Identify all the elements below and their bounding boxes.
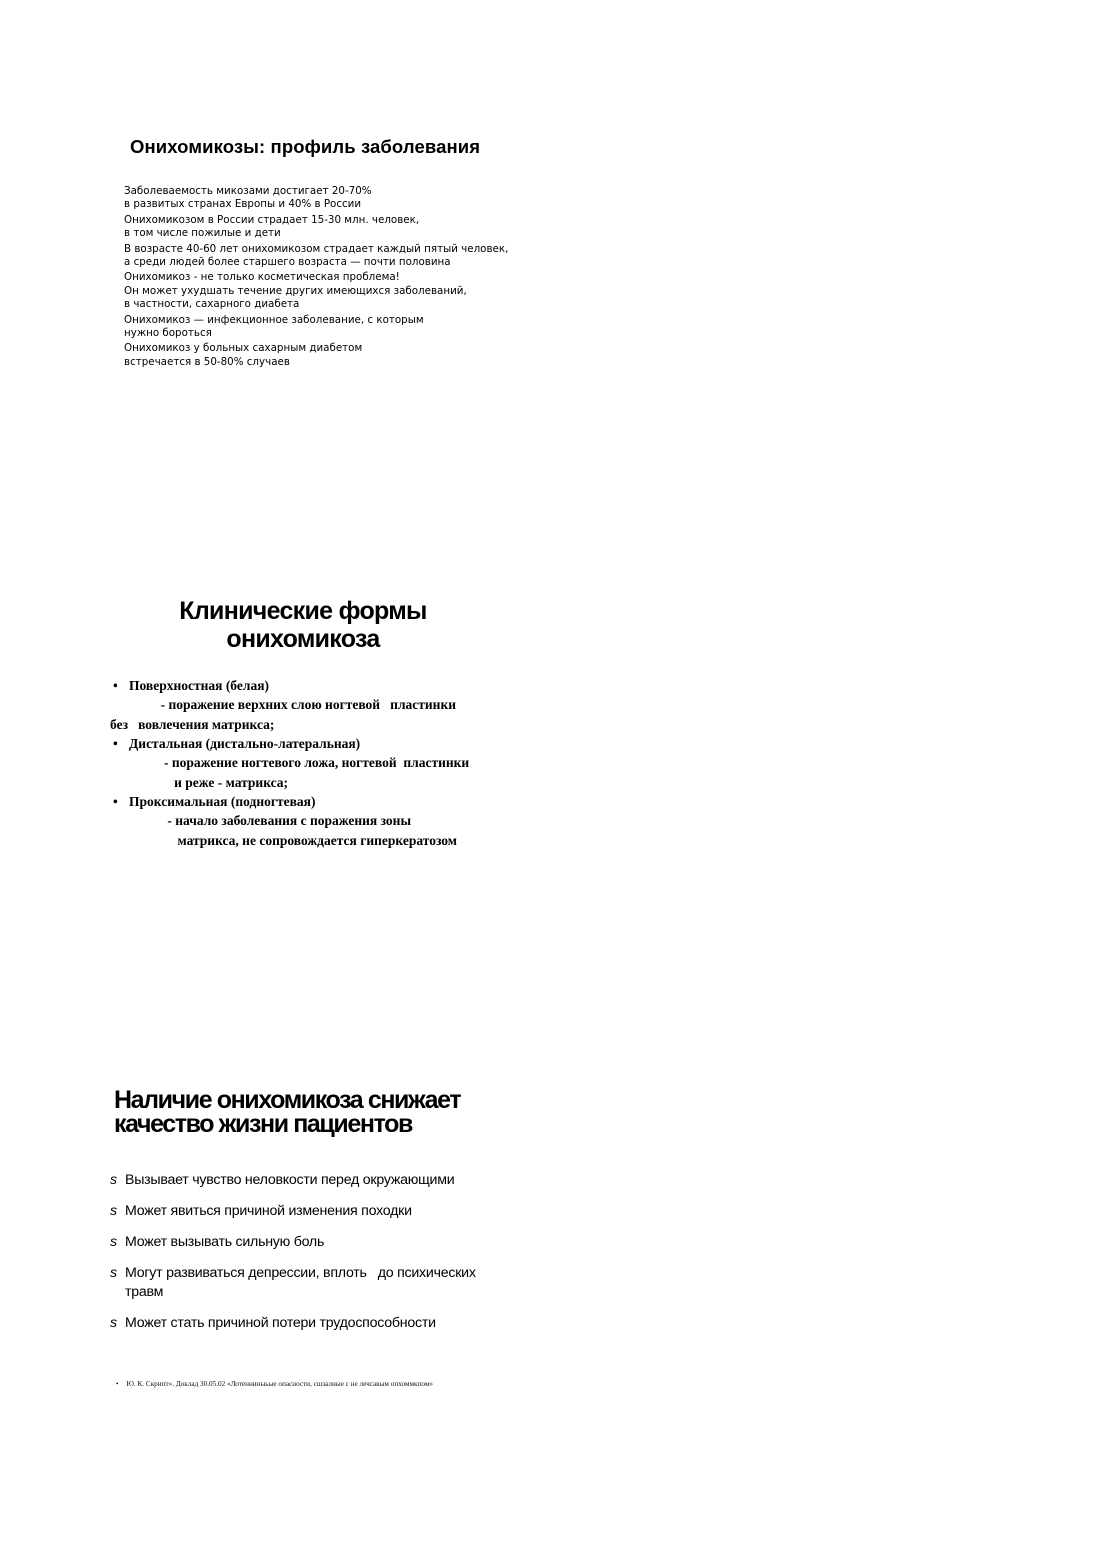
fact-line: Онихомикоз у больных сахарным диабетом	[124, 342, 363, 355]
form-description-line: матрикса, не сопровождается гиперкератозом	[110, 833, 457, 848]
footnote-bullet: •	[116, 1380, 119, 1388]
footnote	[116, 1380, 433, 1388]
fact-line: Онихомикоз — инфекционное заболевание, с которым	[124, 313, 424, 326]
form-name-text: Поверхностная (белая)	[129, 678, 269, 693]
list-marker-icon: s	[110, 1234, 117, 1250]
fact-line: в частности, сахарного диабета	[124, 298, 300, 311]
form-name	[110, 735, 530, 753]
list-marker-icon: s	[110, 1265, 117, 1281]
fact-line: нужно бороться	[124, 326, 212, 339]
fact-line: Онихомикоз - не только косметическая проблема!	[124, 271, 400, 284]
title-line: онихомикоза	[226, 625, 380, 653]
fact-item	[124, 243, 544, 270]
form-name	[110, 677, 530, 695]
fact-item	[124, 314, 544, 341]
form-name-text: Проксимальная (подногтевая)	[129, 794, 316, 809]
title-line: Наличие онихомикоза снижает	[114, 1086, 461, 1114]
form-name-text: Дистальная (дистально-латеральная)	[129, 736, 361, 751]
footnote-text: Ю. К. Скрипт». Доклад 30.05.02 «Лотенниныьые опасности, сшзалные с не лечсавым опхоммкпом»	[126, 1380, 433, 1388]
slide-quality-of-life	[0, 1070, 1102, 1490]
effect-item	[108, 1171, 528, 1190]
fact-line: В возрасте 40-60 лет онихомикозом страдает каждый пятый человек,	[124, 242, 509, 255]
form-item	[110, 793, 530, 851]
fact-line: а среди людей более старшего возраста — почти половина	[124, 255, 451, 268]
list-marker-icon: s	[110, 1315, 117, 1331]
form-item	[110, 677, 530, 735]
effect-line: Вызывает чувство неловкости перед окружающими	[125, 1172, 455, 1188]
effect-item	[108, 1264, 528, 1302]
form-description-line: - поражение верхних слою ногтевой пластинки	[110, 697, 457, 712]
fact-item	[124, 271, 544, 311]
fact-line: Заболеваемость микозами достигает 20-70%	[124, 185, 372, 197]
form-description-line: и реже - матрикса;	[110, 775, 289, 790]
effect-line: Может явиться причиной изменения походки	[125, 1203, 412, 1219]
form-description-line: без вовлечения матрикса;	[110, 717, 275, 732]
effect-line: травм	[125, 1284, 164, 1300]
slide-disease-profile	[0, 0, 1102, 520]
form-item	[110, 735, 530, 793]
bullet-icon: •	[113, 736, 118, 751]
list-marker-icon: s	[110, 1172, 117, 1188]
effect-line: Может вызывать сильную боль	[125, 1234, 325, 1250]
form-description-line: - поражение ногтевого ложа, ногтевой пластинки	[110, 755, 470, 770]
fact-line: в том числе пожилые и дети	[124, 227, 281, 240]
fact-item	[124, 342, 544, 369]
title-line: качество жизни пациентов	[114, 1110, 412, 1138]
list-marker-icon: s	[110, 1203, 117, 1219]
facts-list	[124, 185, 544, 371]
form-name	[110, 793, 530, 811]
fact-line: Онихомикозом в России страдает 15-30 млн. человек,	[124, 213, 420, 226]
effect-line: Могут развиваться депрессии, вплоть до психических	[125, 1265, 476, 1281]
slide-title: Онихомикозы: профиль заболевания	[130, 136, 481, 157]
effect-item	[108, 1314, 528, 1333]
fact-line: встречается в 50-80% случаев	[124, 355, 290, 368]
title-line: Клинические формы	[179, 597, 427, 625]
slide-title	[90, 597, 516, 653]
forms-list	[110, 677, 530, 851]
effects-list	[108, 1171, 528, 1345]
slide-title	[114, 1088, 460, 1136]
fact-line: Он может ухудшать течение других имеющихся заболеваний,	[124, 284, 467, 297]
fact-item	[124, 214, 544, 241]
fact-item	[124, 185, 544, 212]
bullet-icon: •	[113, 678, 118, 693]
effect-item	[108, 1202, 528, 1221]
fact-line: в развитых странах Европы и 40% в России	[124, 198, 362, 211]
slide-clinical-forms	[0, 560, 1102, 960]
bullet-icon: •	[113, 794, 118, 809]
effect-item	[108, 1233, 528, 1252]
effect-line: Может стать причиной потери трудоспособности	[125, 1315, 436, 1331]
form-description-line: - начало заболевания с поражения зоны	[110, 813, 411, 828]
